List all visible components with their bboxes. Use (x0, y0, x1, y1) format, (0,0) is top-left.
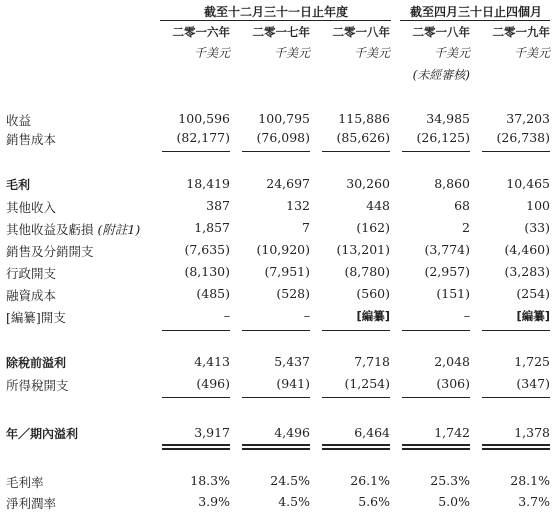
cell: [編纂] (356, 309, 390, 323)
row-label: 銷售及分銷開支 (6, 244, 94, 259)
row-label: 收益 (6, 113, 32, 128)
cell: (528) (276, 286, 310, 301)
cell: 115,886 (338, 111, 390, 126)
cell: (76,098) (256, 130, 310, 145)
cell: (941) (276, 376, 310, 391)
table-row-other-income (0, 198, 554, 216)
row-label: 行政開支 (6, 266, 57, 281)
cell: (485) (196, 286, 230, 301)
cell: (4,460) (504, 242, 550, 257)
table-row-redacted-expenses (0, 308, 554, 326)
total-double-line (402, 448, 470, 450)
total-double-line (242, 444, 310, 446)
subtotal-line (482, 397, 550, 398)
cell: (82,177) (176, 130, 230, 145)
table-row-administrative (0, 264, 554, 282)
cell: 26.1% (350, 473, 390, 488)
cell: (7,951) (264, 264, 310, 279)
cell: 100 (526, 198, 550, 213)
cell: (26,738) (496, 130, 550, 145)
cell: (33) (524, 220, 550, 235)
column-header-2018-4m: 二零一八年 (412, 25, 470, 39)
cell: 4,413 (194, 354, 230, 369)
row-label: 其他收入 (6, 200, 57, 215)
column-header-2016: 二零一六年 (172, 25, 230, 39)
cell: (1,254) (344, 376, 390, 391)
row-label: 其他收益及虧損 (附註1) (6, 222, 141, 237)
total-double-line (162, 448, 230, 450)
cell: 68 (454, 198, 470, 213)
column-unit: 千美元 (273, 46, 310, 60)
cell: 2 (462, 220, 470, 235)
cell: (560) (356, 286, 390, 301)
header-group-year-ended-underline (160, 20, 391, 21)
row-label: [編纂]開支 (6, 310, 66, 325)
row-label: 除稅前溢利 (6, 356, 67, 370)
cell: (10,920) (256, 242, 310, 257)
cell: 3,917 (194, 425, 230, 440)
cell: 24,697 (266, 176, 310, 191)
footnote-reference: (附註1) (97, 222, 141, 237)
cell: (85,626) (336, 130, 390, 145)
table-row-selling-distribution (0, 242, 554, 260)
subtotal-line (322, 397, 390, 398)
cell: [編纂] (516, 309, 550, 323)
column-unit: 千美元 (433, 46, 470, 60)
cell: 5.0% (438, 494, 470, 509)
subtotal-line (322, 330, 390, 331)
subtotal-line (162, 397, 230, 398)
cell: 2,048 (434, 354, 470, 369)
cell: 1,857 (194, 220, 230, 235)
cell: 387 (206, 198, 230, 213)
cell: 7 (302, 220, 310, 235)
cell: 5.6% (358, 494, 390, 509)
total-double-line (482, 448, 550, 450)
column-header-2019-4m: 二零一九年 (492, 25, 550, 39)
cell: (254) (516, 286, 550, 301)
column-header-2018: 二零一八年 (332, 25, 390, 39)
cell: 5,437 (274, 354, 310, 369)
cell: (13,201) (336, 242, 390, 257)
cell: (3,283) (504, 264, 550, 279)
table-row-gross-profit (0, 176, 554, 194)
subtotal-line (322, 151, 390, 152)
cell: 18,419 (186, 176, 230, 191)
table-row-gross-margin (0, 473, 554, 491)
table-row-other-gains-losses (0, 220, 554, 238)
cell: 7,718 (354, 354, 390, 369)
row-label: 毛利率 (6, 475, 44, 490)
total-double-line (322, 444, 390, 446)
subtotal-line (402, 151, 470, 152)
cell: (306) (436, 376, 470, 391)
total-double-line (322, 448, 390, 450)
cell: (347) (516, 376, 550, 391)
cell: 6,464 (354, 425, 390, 440)
row-label: 融資成本 (6, 288, 57, 303)
cell: (3,774) (424, 242, 470, 257)
table-row-income-tax (0, 376, 554, 394)
row-label: 銷售成本 (6, 132, 57, 147)
cell: 34,985 (426, 111, 470, 126)
cell: 18.3% (190, 473, 230, 488)
cell: 28.1% (510, 473, 550, 488)
cell: (2,957) (424, 264, 470, 279)
header-group-year-ended: 截至十二月三十一日止年度 (203, 5, 348, 19)
cell: (496) (196, 376, 230, 391)
cell: (162) (356, 220, 390, 235)
row-label: 毛利 (6, 178, 31, 192)
table-row-cost-of-sales (0, 130, 554, 148)
cell: 10,465 (506, 176, 550, 191)
cell: (8,780) (344, 264, 390, 279)
table-row-profit-for-period (0, 425, 554, 443)
cell: – (303, 308, 310, 323)
column-unit: 千美元 (193, 46, 230, 60)
cell: 25.3% (430, 473, 470, 488)
cell: 30,260 (346, 176, 390, 191)
column-header-2017: 二零一七年 (252, 25, 310, 39)
header-group-four-months-underline (400, 20, 550, 21)
cell: 100,795 (258, 111, 310, 126)
cell: 1,378 (514, 425, 550, 440)
cell: 3.9% (198, 494, 230, 509)
cell: 3.7% (518, 494, 550, 509)
cell: (7,635) (184, 242, 230, 257)
subtotal-line (242, 330, 310, 331)
cell: 100,596 (178, 111, 230, 126)
cell: (151) (436, 286, 470, 301)
table-row-revenue (0, 111, 554, 129)
table-row-profit-before-tax (0, 354, 554, 372)
cell: 1,725 (514, 354, 550, 369)
subtotal-line (242, 397, 310, 398)
cell: 37,203 (506, 111, 550, 126)
column-unit: 千美元 (353, 46, 390, 60)
total-double-line (402, 444, 470, 446)
subtotal-line (162, 151, 230, 152)
subtotal-line (242, 151, 310, 152)
cell: 24.5% (270, 473, 310, 488)
subtotal-line (402, 330, 470, 331)
total-double-line (162, 444, 230, 446)
subtotal-line (162, 330, 230, 331)
cell: 4.5% (278, 494, 310, 509)
cell: 4,496 (274, 425, 310, 440)
table-row-net-margin (0, 494, 554, 512)
cell: (26,125) (416, 130, 470, 145)
total-double-line (242, 448, 310, 450)
subtotal-line (402, 397, 470, 398)
cell: – (223, 308, 230, 323)
cell: 1,742 (434, 425, 470, 440)
cell: – (463, 308, 470, 323)
cell: 448 (366, 198, 390, 213)
cell: 8,860 (434, 176, 470, 191)
row-label: 淨利潤率 (6, 496, 57, 511)
column-unit: 千美元 (513, 46, 550, 60)
subtotal-line (482, 330, 550, 331)
header-group-four-months: 截至四月三十日止四個月 (409, 5, 542, 19)
cell: 132 (286, 198, 310, 213)
column-note-unaudited: (未經審核) (412, 68, 470, 82)
row-label: 年／期內溢利 (6, 427, 79, 441)
total-double-line (482, 444, 550, 446)
table-row-finance-costs (0, 286, 554, 304)
cell: (8,130) (184, 264, 230, 279)
subtotal-line (482, 151, 550, 152)
row-label: 所得稅開支 (6, 378, 69, 393)
